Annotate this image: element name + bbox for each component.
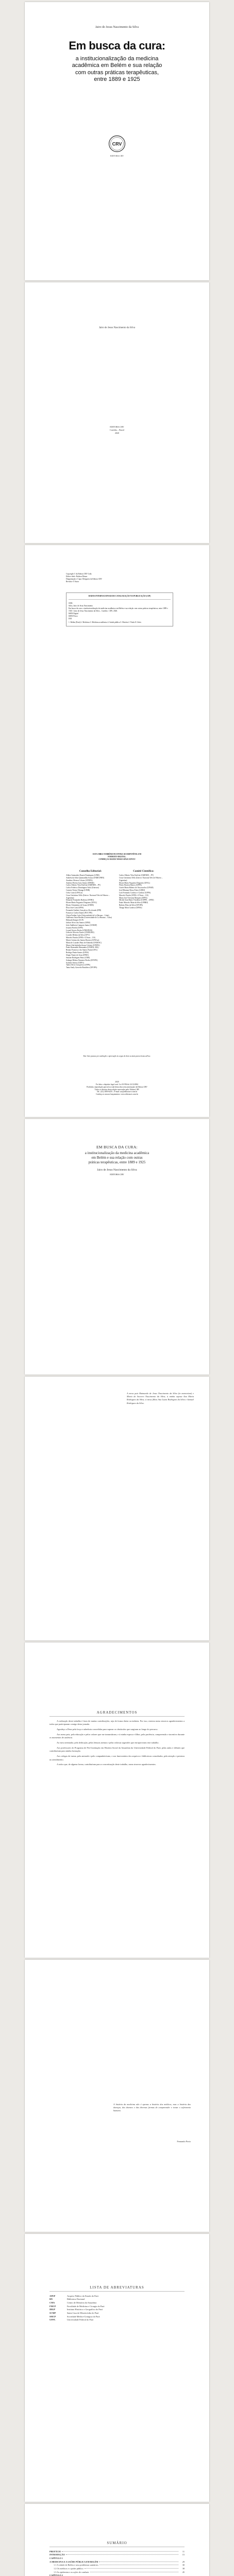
board-member: Marcelo Paixão (UFRJ e UTexas – US) [66,937,95,939]
review-note: Este livro passou por avaliação e aprovação às cegas de dois ou mais pareceristas ad hoc. [83,1055,151,1057]
abbreviation-code: CMA [49,2301,55,2304]
inner-subtitle-line: a institucionalização da medicina acadêmica [85,1151,149,1155]
board-member: Carlos Federico Domínguez Avila (Unieuro) [66,887,99,889]
half-title-author: Jairo de Jesus Nascimento da Silva [98,327,136,329]
board-member: Lídia de Oliveira Xavier (UNIEURO) [66,931,94,934]
toc-leader-dots [66,2554,178,2555]
board-member: Thiago Mota Cardoso (UFBA) [119,906,142,909]
board-member: Fernando Antônio Gonçalves Alcoforado (IPB) [66,909,102,911]
board-member: Carlos Alberto Vilar Estêvão (UMINHO – PT) [119,874,154,877]
toc-entry-page: 38 [182,2567,185,2570]
inner-subtitle [76,1151,158,1164]
cover-author: Jairo de Jesus Nascimento da Silva [95,26,139,29]
paragraph: Ao meu orientador, pela dedicação, pelas leituras atentas e pelas valiosas sugestões que enriqueceram este trabalho. [57,1741,159,1744]
board-member: Maria Cristina dos Santos Bezerra (UFSCar) [66,939,99,941]
abbreviation-label: Santa Casa de Misericórdia do Pará [67,2311,99,2314]
half-title-publisher [25,426,209,435]
catalog-line: S586 [69,602,73,605]
publisher-line: 2020 [114,431,120,434]
half-title-page [25,282,209,543]
paragraph: Aos professores do Programa de Pós-Graduação em História Social da Amazônia da Universidade Federal do Pará, pelas aulas e debates que contribuíram para minha formação. [49,1746,185,1753]
board-member: Rodrigo Pratte-Santos (UFES) [66,952,89,954]
abbreviation-code: BN [49,2298,53,2301]
toc-entry-page: 29 [182,2560,185,2563]
board-member: Elizeu Clementino de Souza (UNEB) [66,904,94,907]
section-title: SUMÁRIO [107,2541,127,2545]
abbreviation-row [49,2315,185,2319]
svg-text:CRV: CRV [112,141,122,147]
board-member: Paulo Marcelo Maia da Silva (UFRRJ) [119,902,148,904]
board-member: Solange Helena Ximenes-Rocha (UFOPA) [66,959,98,961]
toc-entry-page: 11 [182,2550,185,2553]
rights-line: Foi feito o depósito legal conf. Lei 10.994 de 14/12/2004 [95,1083,139,1086]
abbreviation-label: Centro de Memória da Amazônia [67,2301,97,2304]
publisher-logo-icon [108,135,126,152]
toc-entry-label: PREFÁCIO [49,2550,61,2553]
title-block [76,1145,158,1176]
toc-entry[interactable] [49,2564,185,2567]
board-member: Rubens Elias da Silva (UFOPA) [119,904,143,907]
credit-line: Diagramação e Capa: Designers da Editora CRV [66,578,102,580]
abbreviation-code: SCMP [49,2311,56,2314]
catalog-line: 1. Belém (Pará) 2. Medicina 3. Medicina acadêmica 4. Saúde pública 5. História I. Título II. Série. [69,621,142,624]
publisher-line: EDITORA CRV [110,426,124,428]
summary-page [25,2504,209,2576]
paragraph: Aos meus pais, pela educação e pelos valores que me transmitiram, e à minha esposa e filhos, pela paciência, compreensão e incentivo durante os momentos de ausência. [49,1733,185,1739]
abbreviation-row [49,2298,185,2301]
board-member-list [66,874,115,969]
abbreviation-code: UFPA [49,2318,56,2321]
catalog-line: Em busca da cura: a institucionalização da medicina acadêmica em Belém e sua relação com outras práticas terapêuticas, entre 1889 e 1925 / Jairo de Jesus Nascimento da Silva – Curitiba : CRV, 2020. [69,607,168,612]
board-member: Carlos Alberto Vilar Estêvão (UMINHO – PT) [66,884,101,887]
rights-line: Todos os direitos desta edição reservados pela: Editora CRV [94,1088,140,1091]
acknowledgements [49,1710,185,1768]
toc-entry[interactable] [49,2553,185,2557]
board-member: Tadeu Oliver Gonçalves (UFPA) [66,964,91,967]
abbreviations-page [25,2234,209,2502]
board-member: Maria Lília Imbiriba Sousa Colares (UFOPA) [66,944,100,946]
board-title: Conselho Editorial: [79,870,102,873]
dedication-page [25,1377,209,1640]
toc-list [49,2550,185,2576]
rights-line: Tel.: (41) 3039-6418 – E-mail: sac@editoracrv.com.br [96,1091,138,1093]
abbreviation-list [49,2295,185,2322]
notice-line: FORMATO DIGITAL. [108,855,126,858]
copyright-page [25,545,209,1117]
cover-page [25,2,209,280]
cover-subtitle-line: a institucionalização da medicina [75,56,159,62]
board-member: Celso Conti (UFSCar) [66,891,83,894]
board-member: Gisele Maria Ribeiro de Vasconcelos (UFAM) [119,887,154,889]
board-member: Marcelo Paixão (UFRJ e UTexas – US) [119,894,148,896]
board-member: José Ribamar Bessa Freire (UERJ) [119,889,145,892]
inner-title: EM BUSCA DA CURA: [96,1145,138,1149]
board-member: Andréia da Silva Quintanilha Sousa (UNIR/UFRN) [66,876,105,879]
board-member: Antônio Pereira Gaio Júnior (UFRRJ) [66,882,94,884]
toc-entry[interactable] [49,2557,185,2561]
cover-subtitle [56,56,178,83]
abbreviation-code: IHGP [49,2308,55,2311]
board-title: Comitê Científico: [133,870,154,873]
notice-line: CONHEÇA E BAIXE NOSSO APLICATIVO! [98,858,136,860]
toc-entry-page: 30 [182,2564,185,2567]
publisher-logo-label: EDITORA CRV [110,155,124,157]
toc-leader-dots [99,2561,178,2562]
board-member: Leonel Severo Rocha (UNISINOS) [66,929,92,931]
section-title: AGRADECIMENTOS [96,1710,138,1715]
catalog-line: ISBN Digital [69,612,79,615]
board-member: Josania Portela (UFPI) [66,926,83,929]
board-member: Aldira Guimarães Duarte Domínguez (UNB) [66,874,99,877]
board-member: Michel Jean Marie Thiollent (COPPE – UFRJ) [119,899,154,902]
notice-line: ESTA OBRA TAMBÉM ENCONTRA-SE DISPONÍVEL EM [93,853,141,855]
abbreviation-label: Sociedade Médico-Cirúrgica do Pará [67,2315,100,2318]
inner-subtitle-line: práticas terapêuticas, entre 1889 e 1925 [88,1160,146,1164]
abbreviation-code: SMCP [49,2315,56,2318]
board-member: Luís Fernando Cardoso e Cardoso (UFPA) [119,891,151,894]
toc-entry-label: CAPÍTULO 2 [49,2574,63,2576]
catalog-title: DADOS INTERNACIONAIS DE CATALOGAÇÃO NA PUBLICAÇÃO (CIP) [88,595,151,597]
cover-subtitle-line: acadêmica em Belém e sua relação [72,62,162,69]
board-member: Cesar Gerónimo Tello (Univer. Nacional Três de Febrero – Argentina) [119,876,163,882]
paragraph: A todos que, de alguma forma, contribuíram para a concretização deste trabalho, meus sinceros agradecimentos. [57,1763,156,1766]
board-member: Eduardo Fernandes Barbosa (UFMG) [66,899,94,902]
abbreviation-label: Instituto Histórico e Geográfico do Pará [67,2308,103,2311]
editorial-boards [66,870,168,969]
board-member: Elione Maria Nogueira Diogenes (UFAL) [66,902,97,904]
publisher-line: Curitiba – Brasil [110,428,124,431]
toc-entry[interactable] [49,2567,185,2571]
board-member: Renato Francisco dos Santos Paula (UFG) [66,949,97,952]
abbreviations [49,2285,185,2322]
toc-entry[interactable] [49,2571,185,2574]
board-member: Guillermo Arias Beatón (Universidade de La Havana – Cuba) [66,917,112,919]
credit-line: Editor-chefe: Railson Moura [66,575,88,578]
toc-leader-dots [90,2571,179,2572]
catalog-line: DOI [69,617,72,620]
inner-subtitle-line: em Belém e sua relação com outras [91,1155,143,1160]
abbreviation-row [49,2301,185,2305]
abbreviation-code: APEP [49,2294,56,2297]
acknowledgements-page [25,1642,209,1958]
board-member: Elione Maria Nogueira Diogenes (UFAL) [119,882,151,884]
paragraph: Agradeço a Deus pela força e sabedoria concedidas para superar os obstáculos que surgiram ao longo do percurso. [57,1727,158,1731]
rights-block [66,1081,168,1096]
board-member: Maria José Trevizan Marques (UFPA) [119,896,147,899]
board-member: Cesar Gerónimo Tello (Univer .Nacional Três de Febrero – Argentina) [66,894,110,899]
board-member: Paulo Romualdo Hernandes (UNIFAL-MG) [66,946,99,949]
board-member: Flávio Bezerra Barros (UFPA) [119,884,142,887]
dedication-text: A meus pais Raimundo de Jesus Nascimento da Silva (in memoriam) e Maria do Socorro Nascimento da Silva; à minha esposa Ana Maria Rodrigues da Silva; à meus filhos Ana Luiza Rodrigues da Silva e Samuel Rodrigues da Silva. [127,1392,194,1404]
abbreviation-row [49,2308,185,2312]
toc-entry-label: CAPÍTULO 1 [49,2556,63,2560]
copyright-credits [66,573,168,583]
board-member: Simone Rodrigues Pinto (UNB) [66,956,90,959]
abbreviation-code: FMCP [49,2304,56,2308]
inner-author: Jairo de Jesus Nascimento da Silva [97,1168,137,1172]
board-member: Sérgio Nunes de Jesus (IFRO) [66,954,89,957]
abbreviation-row [49,2312,185,2315]
toc-entry[interactable] [49,2550,185,2554]
digital-notice [66,853,168,861]
epigraph-source: Fernando Porto [177,2140,191,2143]
board-member: Francisco Carlos Duarte (PUC-PR) [66,911,92,914]
toc-entry-label: A MEDICINA E A SAÚDE PÚBLICA EM BELÉM [49,2560,98,2563]
abbreviation-label: Biblioteca Nacional [67,2298,85,2301]
board-member: Élsio José Corá (UFFS) [66,906,84,909]
rights-line: 2020 [115,1081,119,1083]
toc-entry-label: 1.1 A cidade de Belém e seus problemas sanitários [54,2564,98,2567]
board-member-list [119,874,168,909]
editorial-board [66,870,115,969]
board-member: Tania Suely Azevedo Brasileiro (UFOPA) [66,967,97,969]
epigraph-text: A história da medicina não é apenas a história dos médicos, mas a história das doenças, dos doentes e das diversas formas de compreender e tratar o sofrimento humano. [113,2103,191,2112]
table-of-contents [49,2541,185,2576]
board-member: João Adalberto Campato Junior (UNESP) [66,924,97,926]
abbreviation-label: Arquivo Público do Estado do Pará [67,2294,98,2297]
catalog-line: Silva, Jairo de Jesus Nascimento [69,605,93,607]
toc-leader-dots [85,2568,178,2569]
cover-subtitle-line: entre 1889 e 1925 [94,76,140,83]
board-member: Lourdes Helena da Silva (UFV) [66,934,90,937]
toc-entry-label: INTRODUÇÃO [49,2553,65,2556]
scientific-committee [119,870,168,969]
catalog-card [66,592,173,626]
toc-entry[interactable] [49,2561,185,2564]
credit-line: Copyright © da Editora CRV Ltda. [66,573,92,575]
rights-line: Proibida a reprodução parcial ou total desta obra sem autorização da Editora CRV [87,1086,147,1088]
inner-publisher: EDITORA CRV [110,1173,124,1176]
abbreviation-row [49,2305,185,2309]
title-page [25,1119,209,1375]
toc-entry-label: 1.2 Os médicos e o poder público [54,2567,83,2570]
abbreviation-row [49,2318,185,2322]
toc-entry[interactable] [49,2574,185,2576]
board-member: Helmuth Krüger (UCP) [66,919,83,922]
board-member: Sydione Santos (UEPG) [66,961,84,964]
credit-line: Revisão: O Autor [66,580,79,583]
acknowledgements-body [49,1720,185,1767]
board-member: Jailson Alves dos Santos (UFRJ) [66,922,91,924]
board-member: Gloria Fariñas León (Universidade de La Havana – Cuba) [66,914,109,917]
abbreviation-label: Faculdade de Medicina e Cirurgia do Pará [67,2304,105,2308]
rights-line: Conheça os nossos lançamentos: www.editoracrv.com.br [96,1093,138,1096]
toc-entry-label: 1.3 As epidemias e as ações de combate [54,2570,89,2573]
cover-title: Em busca da cura: [69,39,165,52]
section-title: LISTA DE ABREVIATURAS [90,2285,144,2290]
cover-subtitle-line: com outras práticas terapêuticas, [75,69,159,76]
paragraph: Aos colegas de turma, pela amizade e pelo companheirismo, e aos funcionários dos arquivos e bibliotecas consultados, pela atenção e presteza no atendimento. [49,1754,185,1761]
catalog-line: ISBN Físico [69,615,78,617]
board-member: Carmen Tereza Velanga (UNIR) [66,889,90,892]
abbreviation-row [49,2295,185,2298]
toc-entry-page: 45 [182,2570,185,2573]
toc-entry-page: 15 [182,2553,185,2556]
paragraph: A realização deste trabalho é fruto de muitas contribuições, seja de forma direta ou indireta. Por isso, externo meus sinceros agradecimentos a todos que participaram comigo desta jornada. [49,1719,185,1726]
epigraph-page [25,1960,209,2232]
board-member: Anselmo Alencar Colares (UFOPA) [66,879,93,882]
board-member: Maria de Lourdes Pinto de Almeida (UNOESC) [66,941,102,944]
abbreviation-label: Universidade Federal do Pará [67,2318,93,2321]
